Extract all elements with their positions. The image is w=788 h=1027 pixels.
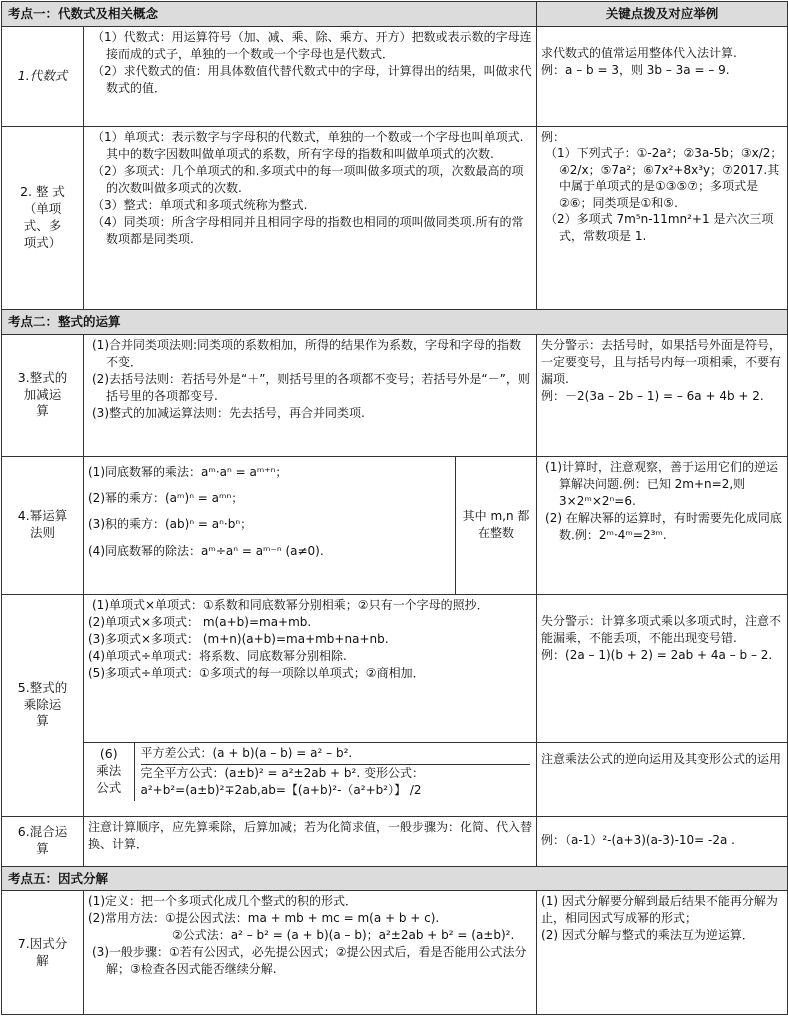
category-cell xyxy=(2,456,84,594)
knowledge-table xyxy=(1,1,788,1015)
note-cell xyxy=(537,816,788,866)
note-line: (2) 在解决幂的运算时，有时需要先化成同底数.例：2ᵐ·4ᵐ=2³ᵐ. xyxy=(545,510,782,542)
content-line: (2)幂的乘方：(aᵐ)ⁿ = aᵐⁿ； xyxy=(88,490,244,505)
category-label: 算 xyxy=(36,713,49,729)
condition-text: 其中 m,n 都在整数 xyxy=(462,508,530,540)
header-notes: 关键点拨及对应举例 xyxy=(537,2,788,27)
note-line: 求代数式的值常运用整体代入法计算. xyxy=(541,45,737,60)
note-cell xyxy=(537,456,788,594)
category-cell xyxy=(2,891,84,1015)
content-line: ②公式法：a² – b² = (a + b)(a – b)；a²±2ab + b² = (a±b)². xyxy=(172,928,515,943)
table-row xyxy=(2,594,788,742)
formula-subtable xyxy=(84,743,536,801)
content-cell xyxy=(84,816,537,866)
content-cell xyxy=(84,334,537,456)
category-label: 乘除运 xyxy=(23,696,62,712)
note-line: 例： xyxy=(541,129,566,144)
category-cell xyxy=(2,816,84,866)
table-row xyxy=(2,742,788,816)
note-cell xyxy=(537,126,788,309)
formula-line: 平方差公式：(a + b)(a – b) = a² – b². xyxy=(141,745,531,765)
content-line: (4)同底数幂的除法：aᵐ÷aⁿ = aᵐ⁻ⁿ (a≠0). xyxy=(88,543,324,558)
table-row xyxy=(2,816,788,866)
category-label: 加减运 xyxy=(23,386,62,402)
formula-label-cell xyxy=(84,743,134,801)
formula-line: 完全平方公式：(a±b)² = a²±2ab + b². 变形公式： xyxy=(140,765,424,780)
content-line: (3)整式的加减运算法则：先去括号，再合并同类项. xyxy=(92,405,365,420)
note-line: 例：－2(3a – 2b – 1) = – 6a + 4b + 2. xyxy=(541,388,764,403)
note-cell xyxy=(537,26,788,126)
table-row xyxy=(2,891,788,1015)
note-line: (1) 因式分解要分解到最后结果不能再分解为止，相同因式写成幂的形式； xyxy=(541,894,778,926)
note-line: 例：（a-1）²-(a+3)(a-3)-10= -2a . xyxy=(541,833,735,848)
note-cell xyxy=(537,742,788,816)
table-header xyxy=(2,2,788,27)
category-cell xyxy=(2,126,84,309)
content-cell xyxy=(84,26,537,126)
content-cell xyxy=(84,891,537,1015)
formula-cell xyxy=(84,742,537,816)
content-line: (3)积的乘方：(ab)ⁿ = aⁿ·bⁿ； xyxy=(88,517,253,532)
category-label: 2. 整 式 xyxy=(20,184,65,199)
content-cell xyxy=(84,126,537,309)
note-line: 例：a – b = 3，则 3b – 3a = – 9. xyxy=(541,62,730,77)
content-line: (4)单项式÷单项式：将系数、同底数幂分别相除. xyxy=(88,648,347,663)
category-label: 式、多 xyxy=(23,217,62,233)
category-label: （单项 xyxy=(23,200,62,216)
note-line: (2) 因式分解与整式的乘法互为逆运算． xyxy=(541,928,754,943)
note-line: （1）下列式子：①-2a²；②3a-5b；③x/2；④2/x；⑤7a²；⑥7x²+8x³y；⑦2017.其中属于单项式的是①③⑤⑦；多项式是②⑥；同类项是①和⑤. xyxy=(545,146,783,210)
content-line: （1）代数式：用运算符号（加、减、乘、除、乘方、开方）把数或表示数的字母连接而成的式子，单独的一个数或一个字母也是代数式． xyxy=(92,29,532,61)
formula-label: (6) xyxy=(99,746,118,762)
category-cell xyxy=(2,26,84,126)
section-title: 考点二：整式的运算 xyxy=(2,309,788,334)
note-cell xyxy=(537,594,788,742)
content-line: (1)单项式×单项式：①系数和同底数幂分别相乘；②只有一个字母的照抄． xyxy=(92,597,489,612)
category-cell xyxy=(2,594,84,816)
content-line: （4）同类项：所含字母相同并且相同字母的指数也相同的项叫做同类项.所有的常数项都是同类项. xyxy=(92,214,524,246)
content-line: (2)常用方法：①提公因式法：ma + mb + mc = m(a + b + c). xyxy=(88,911,440,926)
note-line: 失分警示：去括号时，如果括号外面是符号，一定要变号，且与括号内每一项相乘，不要有漏项. xyxy=(541,337,782,386)
note-cell xyxy=(537,891,788,1015)
content-line: （2）求代数式的值：用具体数值代替代数式中的字母，计算得出的结果，叫做求代数式的值． xyxy=(92,63,532,95)
formula-content xyxy=(134,743,536,801)
content-cell xyxy=(84,456,456,594)
table-row xyxy=(2,334,788,456)
category-cell xyxy=(2,334,84,456)
category-label: 7.因式分 xyxy=(17,935,68,951)
content-line: (1)同底数幂的乘法：aᵐ·aⁿ = aᵐ⁺ⁿ； xyxy=(88,464,288,479)
category-label: 解 xyxy=(36,952,49,968)
section-title: 考点五：因式分解 xyxy=(2,866,788,891)
content-line: （1）单项式：表示数字与字母积的代数式，单独的一个数或一个字母也叫单项式.其中的数字因数叫做单项式的系数，所有字母的指数和叫做单项式的次数. xyxy=(92,129,524,161)
content-line: （2）多项式：几个单项式的和.多项式中的每一项叫做多项式的项，次数最高的项的次数叫做多项式的次数. xyxy=(92,163,524,195)
table-row xyxy=(2,26,788,126)
category-label: 法则 xyxy=(29,525,55,540)
category-label: 项式） xyxy=(23,234,62,250)
category-label: 3.整式的 xyxy=(17,369,68,385)
content-line: (5)多项式÷单项式：①多项式的每一项除以单项式；②商相加． xyxy=(88,665,425,680)
note-line: (1)计算时，注意观察，善于运用它们的逆运算解决问题.例：已知 2m+n=2,则 3×2ᵐ×2ⁿ=6. xyxy=(545,459,779,508)
table-row xyxy=(2,126,788,309)
content-cell xyxy=(84,594,537,742)
note-cell xyxy=(537,334,788,456)
category-label: 算 xyxy=(36,841,49,856)
header-topic: 考点一：代数式及相关概念 xyxy=(2,2,537,27)
category-label: 1.代数式 xyxy=(17,67,68,83)
content-line: (3)多项式×多项式： (m+n)(a+b)=ma+mb+na+nb. xyxy=(88,631,389,646)
formula-label: 乘法 xyxy=(96,763,122,779)
note-line: 注意乘法公式的逆向运用及其变形公式的运用 xyxy=(541,751,782,766)
note-line: （2）多项式 7m⁵n-11mn²+1 是六次三项式，常数项是 1. xyxy=(545,212,774,244)
section-header xyxy=(2,309,788,334)
category-label: 算 xyxy=(36,403,49,419)
note-line: 例：(2a – 1)(b + 2) = 2ab + 4a – b – 2. xyxy=(541,647,773,662)
category-label: 4.幂运算 xyxy=(17,508,68,524)
condition-cell xyxy=(456,456,537,594)
content-line: (2)单项式×多项式： m(a+b)=ma+mb. xyxy=(88,614,312,629)
formula-line: a²+b²=(a±b)²∓2ab,ab=【(a+b)²-（a²+b²）】 /2 xyxy=(140,782,422,797)
content-line: (3)一般步骤：①若有公因式，必先提公因式；②提公因式后，看是否能用公式法分解；③检查各因式能否继续分解. xyxy=(92,945,527,977)
section-header xyxy=(2,866,788,891)
table-row xyxy=(2,456,788,594)
note-line: 失分警示：计算多项式乘以多项式时，注意不能漏乘，不能丢项，不能出现变号错. xyxy=(541,613,782,645)
category-label: 5.整式的 xyxy=(17,679,68,695)
content-line: (1)合并同类项法则:同类项的系数相加，所得的结果作为系数，字母和字母的指数不变． xyxy=(92,337,522,369)
category-label: 6.混合运 xyxy=(17,824,68,840)
content-line: （3）整式：单项式和多项式统称为整式. xyxy=(92,197,308,212)
formula-label: 公式 xyxy=(96,779,122,795)
content-line: (1)定义：把一个多项式化成几个整式的积的形式． xyxy=(88,894,357,909)
content-line: (2)去括号法则：若括号外是“＋”，则括号里的各项都不变号；若括号外是“－”，则括号里的各项都变号. xyxy=(92,371,530,403)
content-line: 注意计算顺序，应先算乘除，后算加减；若为化简求值，一般步骤为：化简、代入替换、计算． xyxy=(88,819,533,851)
